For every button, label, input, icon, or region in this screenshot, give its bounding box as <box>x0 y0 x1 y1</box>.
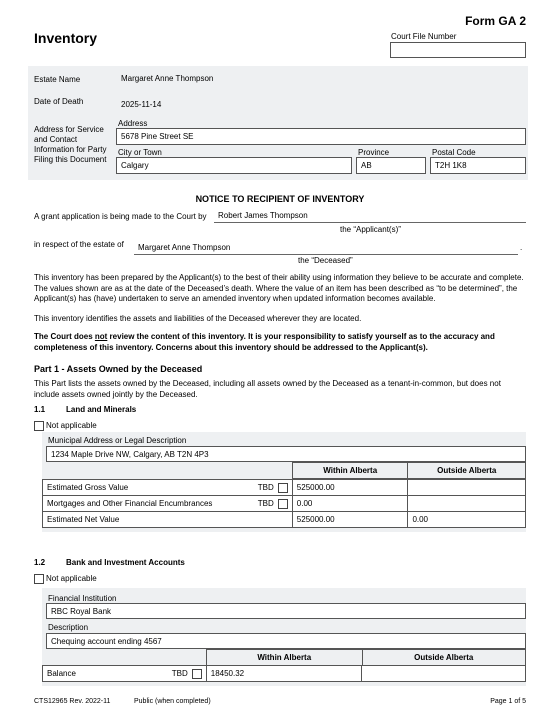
tbd-checkbox[interactable] <box>278 483 288 493</box>
applicant-caption: the “Applicant(s)” <box>340 225 401 234</box>
s11-values-table <box>42 479 526 528</box>
deceased-caption: the “Deceased” <box>298 256 353 265</box>
footer-status: Public (when completed) <box>134 698 211 705</box>
s11-not-applicable-label: Not applicable <box>46 421 97 430</box>
s11-address-input[interactable]: 1234 Maple Drive NW, Calgary, AB T2N 4P3 <box>46 446 526 462</box>
notice-paragraph-3 <box>34 332 524 353</box>
s12-description-input[interactable]: Chequing account ending 4567 <box>46 633 526 649</box>
footer-code: CTS12965 Rev. 2022-11 <box>34 698 111 705</box>
court-file-input[interactable] <box>390 42 526 58</box>
applicant-name-field[interactable]: Robert James Thompson <box>218 211 308 220</box>
address-for-service-label: Address for Service and Contact Information for Party Filing this Document <box>34 125 107 164</box>
city-input[interactable]: Calgary <box>116 157 352 174</box>
s11-title: Land and Minerals <box>66 405 137 414</box>
s12-col-within: Within Alberta <box>207 650 363 666</box>
address-label: Address <box>118 119 148 128</box>
city-label: City or Town <box>118 148 162 157</box>
s12-balance-within[interactable]: 18450.32 <box>206 666 362 682</box>
s11-column-header-table <box>292 462 526 479</box>
postal-code-input[interactable]: T2H 1K8 <box>430 157 526 174</box>
address-input[interactable]: 5678 Pine Street SE <box>116 128 526 145</box>
s11-col-outside: Outside Alberta <box>408 463 526 479</box>
estate-name-label: Estate Name <box>34 75 81 84</box>
s12-not-applicable-checkbox[interactable] <box>34 574 44 584</box>
s11-row-tbd-cell <box>247 496 292 512</box>
s11-row-within[interactable]: 525000.00 <box>292 480 408 496</box>
table-row <box>43 496 526 512</box>
notice-p3-a: The Court does <box>34 332 95 341</box>
tbd-label: TBD <box>257 483 274 492</box>
s12-values-table <box>42 665 526 682</box>
tbd-checkbox[interactable] <box>278 499 288 509</box>
estate-name-field[interactable]: Margaret Anne Thompson <box>121 74 214 83</box>
s12-description-label: Description <box>48 623 89 632</box>
table-row <box>43 480 526 496</box>
form-id: Form GA 2 <box>465 14 526 28</box>
s12-balance-outside[interactable] <box>362 666 526 682</box>
s11-row-label: Estimated Gross Value <box>43 480 248 496</box>
estate-prefix: in respect of the estate of <box>34 240 124 249</box>
table-row <box>43 666 526 682</box>
date-of-death-label: Date of Death <box>34 97 84 106</box>
s11-row-within[interactable]: 0.00 <box>292 496 408 512</box>
s11-row-label: Estimated Net Value <box>43 512 293 528</box>
s11-row-outside: 0.00 <box>408 512 526 528</box>
s12-institution-input[interactable]: RBC Royal Bank <box>46 603 526 619</box>
part1-description: This Part lists the assets owned by the Deceased, including all assets owned by the Deceased as a tenant-in-common, but does not include assets owned jointly by the Deceased. <box>34 379 501 399</box>
s11-row-outside[interactable] <box>408 480 526 496</box>
s12-not-applicable-label: Not applicable <box>46 574 97 583</box>
s11-number: 1.1 <box>34 405 46 414</box>
table-row <box>43 512 526 528</box>
s12-number: 1.2 <box>34 558 46 567</box>
deceased-underline <box>134 254 518 255</box>
s11-row-tbd-cell <box>247 480 292 496</box>
court-file-label: Court File Number <box>391 32 457 41</box>
s11-address-label: Municipal Address or Legal Description <box>48 436 187 445</box>
part1-heading: Part 1 - Assets Owned by the Deceased <box>34 364 203 374</box>
province-label: Province <box>358 148 390 157</box>
notice-p3-b: review the content of this inventory. It is your responsibility to satisfy yourself as to the accuracy and completeness of this inventory. Concerns about this inventory should be addressed to the Applicant(s). <box>34 332 495 352</box>
notice-paragraph-2: This inventory identifies the assets and liabilities of the Deceased wherever they are located. <box>34 314 362 323</box>
notice-p3-not: not <box>94 332 108 341</box>
s12-title: Bank and Investment Accounts <box>66 558 185 567</box>
applicant-underline <box>214 222 526 223</box>
s11-not-applicable-checkbox[interactable] <box>34 421 44 431</box>
notice-paragraph-1: This inventory has been prepared by the Applicant(s) to the best of their ability using information they believe to be accurate and complete. The values shown are as at the date of the Deceased’s death. Where the value of an item has been described as “to be determined”, the Applicant(s) has (have) undertaken to serve an amended inventory when updated information becomes available. <box>34 273 524 303</box>
notice-heading: NOTICE TO RECIPIENT OF INVENTORY <box>195 194 365 204</box>
s12-column-header-table <box>206 649 526 666</box>
tbd-checkbox[interactable] <box>192 669 202 679</box>
s11-row-label: Mortgages and Other Financial Encumbrances <box>43 496 248 512</box>
s11-col-within: Within Alberta <box>293 463 408 479</box>
grant-prefix: A grant application is being made to the Court by <box>34 212 207 221</box>
page-title: Inventory <box>34 30 98 46</box>
tbd-label: TBD <box>171 669 188 678</box>
deceased-name-field[interactable]: Margaret Anne Thompson <box>138 243 231 252</box>
date-of-death-field[interactable]: 2025-11-14 <box>121 100 162 109</box>
province-input[interactable]: AB <box>356 157 426 174</box>
s12-institution-label: Financial Institution <box>48 594 117 603</box>
s11-row-outside[interactable] <box>408 496 526 512</box>
s11-row-within: 525000.00 <box>292 512 408 528</box>
footer-page-number: Page 1 of 5 <box>490 698 526 705</box>
s12-col-outside: Outside Alberta <box>362 650 526 666</box>
s12-balance-label: Balance <box>43 666 163 682</box>
s12-balance-tbd-cell <box>162 666 206 682</box>
tbd-label: TBD <box>257 499 274 508</box>
deceased-period: . <box>520 243 523 252</box>
postal-code-label: Postal Code <box>432 148 476 157</box>
